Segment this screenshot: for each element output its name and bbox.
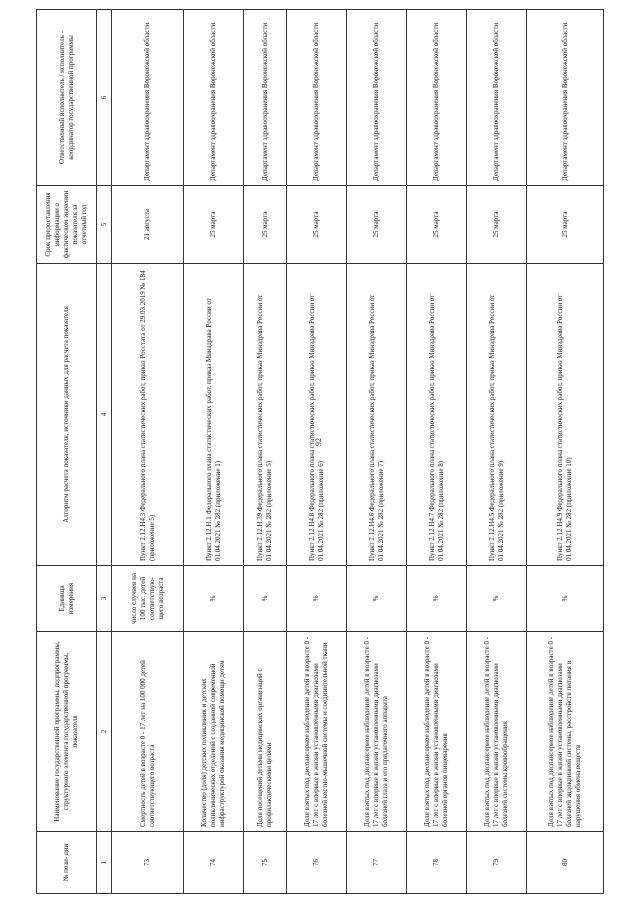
row-num: 77 bbox=[347, 832, 407, 894]
deadline: 25 марта bbox=[467, 186, 527, 264]
unit: % bbox=[407, 566, 467, 632]
deadline: 25 марта bbox=[527, 186, 604, 264]
deadline: 25 марта bbox=[347, 186, 407, 264]
indicator-table bbox=[36, 9, 604, 894]
table-row bbox=[527, 10, 604, 894]
executor: Департамент здравоохранения Воронежской области bbox=[184, 10, 244, 186]
indicator-name: Доля взятых под диспансерное наблюдение детей в возрасте 0 - 17 лет с впервые в жизни установленными диагнозами болезней глаза и его придаточного аппарата bbox=[347, 632, 407, 832]
algorithm: Пункт 2.12.Н4.7 Федерального плана статистических работ, приказ Минздрава России от 01.04.2021 № 282 (приложение 8) bbox=[407, 264, 467, 566]
algorithm: Пункт 2.12.Н4.6 Федерального плана статистических работ, приказ Минздрава России от 01.04.2021 № 282 (приложение 7) bbox=[347, 264, 407, 566]
deadline: 25 марта bbox=[184, 186, 244, 264]
unit: % bbox=[287, 566, 347, 632]
table-row bbox=[347, 10, 407, 894]
column-number: 2 bbox=[97, 632, 112, 832]
row-num: 80 bbox=[527, 832, 604, 894]
indicator-name: Доля взятых под диспансерное наблюдение детей в возрасте 0 - 17 лет с впервые в жизни установленными диагнозами болезней системы кровообращения bbox=[467, 632, 527, 832]
table-row bbox=[467, 10, 527, 894]
deadline: 25 марта bbox=[244, 186, 287, 264]
algorithm: Пункт 2.12.Н.1 Федерального плана статистических работ, приказ Минздрава России от 01.04.2021 № 282 (приложение 1) bbox=[184, 264, 244, 566]
header-num: № пози- ции bbox=[37, 832, 97, 894]
executor: Департамент здравоохранения Воронежской области bbox=[527, 10, 604, 186]
header-deadline: Срок предоставления информации о фактическом значении показателя за отчетный год bbox=[37, 186, 97, 264]
indicator-name: Доля взятых под диспансерное наблюдение детей в возрасте 0 - 17 лет с впервые в жизни установленными диагнозами болезней костно-мышечной системы и соединительной ткани bbox=[287, 632, 347, 832]
algorithm: Пункт 2.12.Н4.8 Федерального плана статистических работ, приказ Минздрава России от 01.04.2021 № 282 (приложение 6) bbox=[287, 264, 347, 566]
column-number: 1 bbox=[97, 832, 112, 894]
row-num: 76 bbox=[287, 832, 347, 894]
unit: % bbox=[184, 566, 244, 632]
algorithm: Пункт 2.12.Н4.5 Федерального плана статистических работ, приказ Минздрава России от 01.04.2021 № 282 (приложение 9) bbox=[467, 264, 527, 566]
header-row bbox=[37, 10, 97, 894]
table-row bbox=[407, 10, 467, 894]
indicator-name: Доля взятых под диспансерное наблюдение детей в возрасте 0 - 17 лет с впервые в жизни установленными диагнозами болезней органов пищеварения bbox=[407, 632, 467, 832]
rotated-table-sheet bbox=[36, 10, 604, 894]
executor: Департамент здравоохранения Воронежской области bbox=[467, 10, 527, 186]
header-algorithm: Алгоритм расчета показателя, источники данных для расчета показателя bbox=[37, 264, 97, 566]
header-executor: Ответственный исполнитель / исполнитель - координатор государственной программы bbox=[37, 10, 97, 186]
column-number-row bbox=[97, 10, 112, 894]
row-num: 73 bbox=[112, 832, 184, 894]
header-name: Наименование государственной программы, подпрограммы, структурного элемента государственной программы, показателя bbox=[37, 632, 97, 832]
column-number: 6 bbox=[97, 10, 112, 186]
executor: Департамент здравоохранения Воронежской области bbox=[407, 10, 467, 186]
header-unit: Единица измерения bbox=[37, 566, 97, 632]
indicator-name: Доля посещений детьми медицинских организаций с профилактическими целями bbox=[244, 632, 287, 832]
table-row bbox=[244, 10, 287, 894]
deadline: 25 марта bbox=[287, 186, 347, 264]
column-number: 3 bbox=[97, 566, 112, 632]
page-number: 92 bbox=[314, 438, 323, 446]
table-row bbox=[287, 10, 347, 894]
row-num: 74 bbox=[184, 832, 244, 894]
indicator-name: Смертность детей в возрасте 0 - 17 лет на 100 000 детей соответствующего возраста bbox=[112, 632, 184, 832]
algorithm: Пункт 2.12.Н.39 Федерального плана статистических работ, приказ Минздрава России от 01.04.2021 № 282 (приложение 5) bbox=[244, 264, 287, 566]
table-row bbox=[184, 10, 244, 894]
deadline: 21 августа bbox=[112, 186, 184, 264]
algorithm: Пункт 2.12.Н4.3 Федерального плана статистических работ, приказ Росстата от 29.03.2019 № 184 (приложение 5) bbox=[112, 264, 184, 566]
unit: % bbox=[467, 566, 527, 632]
unit: число случаев на 100 тыс. детей соответствую- щего возраста bbox=[112, 566, 184, 632]
executor: Департамент здравоохранения Воронежской области bbox=[287, 10, 347, 186]
column-number: 4 bbox=[97, 264, 112, 566]
deadline: 25 марта bbox=[407, 186, 467, 264]
executor: Департамент здравоохранения Воронежской области bbox=[112, 10, 184, 186]
row-num: 78 bbox=[407, 832, 467, 894]
row-num: 79 bbox=[467, 832, 527, 894]
indicator-name: Доля взятых под диспансерное наблюдение детей в возрасте 0 - 17 лет с впервые в жизни установленными диагнозами болезней эндокринной системы, расстройств питания и нарушения обмена веществ bbox=[527, 632, 604, 832]
unit: % bbox=[244, 566, 287, 632]
column-number: 5 bbox=[97, 186, 112, 264]
unit: % bbox=[347, 566, 407, 632]
unit: % bbox=[527, 566, 604, 632]
row-num: 75 bbox=[244, 832, 287, 894]
table-row bbox=[112, 10, 184, 894]
algorithm: Пункт 2.12.Н4.9 Федерального плана статистических работ, приказ Минздрава России от 01.04.2021 № 282 (приложение 10) bbox=[527, 264, 604, 566]
indicator-name: Количество (доля) детских поликлиник и детских поликлинических отделений с созданной современной инфраструктурой оказания медицинской помощи детям bbox=[184, 632, 244, 832]
executor: Департамент здравоохранения Воронежской области bbox=[347, 10, 407, 186]
executor: Департамент здравоохранения Воронежской области bbox=[244, 10, 287, 186]
